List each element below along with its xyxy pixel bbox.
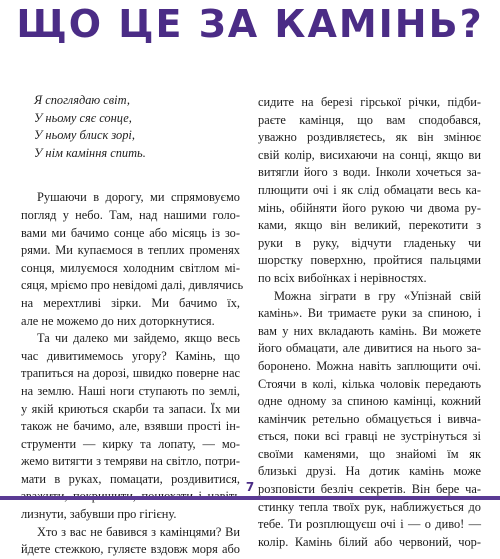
text-line: вам у них вкладають камінь. Ви можете <box>258 323 481 338</box>
text-line: рями. Ми купаємося в теплих променях <box>21 243 240 258</box>
text-line: боронено. Можна навіть заплющити очі. <box>258 358 481 373</box>
poem-line: У ньому блиск зорі, <box>34 128 135 143</box>
text-line: струменти — кирку та лопату, — мо- <box>21 436 240 451</box>
text-line: свій колір, висихаючи на сонці, якщо ви <box>258 147 481 162</box>
poem-line: Я споглядаю світ, <box>34 93 130 107</box>
text-line: своїми каменями, що знайомі їм як <box>258 446 481 461</box>
text-line: на мерехтливі зірки. Ми бачимо їх, <box>21 295 240 310</box>
page-number: 7 <box>245 480 255 494</box>
text-line: ється, поки всі гравці не зустрінуться зі <box>258 429 481 444</box>
text-line: його обмацати, але дивитися на нього за- <box>258 341 481 356</box>
text-line: витягли його з води. Інколи хочеться за- <box>258 165 481 180</box>
text-line: уважно роздивляєтесь, як він змінює <box>258 130 481 145</box>
text-line: сидите на березі гірської річки, підби- <box>258 95 481 109</box>
text-line: плющити очі і як слід обмацати весь ка- <box>258 182 481 197</box>
text-line: але не можемо до них доторкнутися. <box>21 313 215 328</box>
text-line: шорстку поверхню, пройтися пальцями <box>258 253 481 268</box>
text-line: вами ми бачимо сонце або місяць із зо- <box>21 225 240 240</box>
text-line: колір. Камінь білий або червоний, чор- <box>258 534 481 549</box>
text-line: по всіх вибоїнках і нерівностях. <box>258 270 427 285</box>
text-line: Можна зіграти в гру «Упізнай свій <box>274 288 481 303</box>
page-title: ЩО ЦЕ ЗА КАМІНЬ? <box>16 2 484 46</box>
left-body-text <box>21 189 244 558</box>
text-line: руки в руку, відчути гладеньку чи <box>258 235 481 250</box>
text-line: йдете стежкою, гуляєте вздовж моря або <box>21 542 240 557</box>
text-line: камінь». Ви тримаєте руки за спиною, і <box>258 306 481 321</box>
text-line: сяця, мріємо про невідомі далі, дивлячись <box>21 278 244 293</box>
text-line: Хто з вас не бавився з камінцями? Ви <box>37 524 240 539</box>
text-line: час дивитимемось угору? Камінь, що <box>21 348 240 363</box>
text-line: у якій криються скарби та запаси. Їх ми <box>21 401 240 416</box>
text-line: мати в руках, помацати, роздивитися, <box>21 471 240 486</box>
text-line: близькі друзі. На дотик камінь може <box>258 464 481 479</box>
epigraph-poem <box>34 92 240 162</box>
text-line: також не бачимо, але, взявши прості ін- <box>21 419 240 434</box>
text-line: камінчик ретельно обмацується і вивча- <box>258 411 481 426</box>
text-line: на землю. Наші ноги ступають по землі, <box>21 383 240 398</box>
text-line: розповісти безліч секретів. Він бере ча- <box>258 482 481 497</box>
text-line: Стоячи в колі, кілька чоловік передають <box>258 376 481 391</box>
text-line: одне одному за спиною камінці, кожний <box>258 394 481 409</box>
poem-line: У ньому сяє сонце, <box>34 110 132 125</box>
text-line: ками, якщо він великий, перекотити з <box>258 218 481 233</box>
text-line: Рушаючи в дорогу, ми спрямовуємо <box>37 190 240 205</box>
text-line: жемо витягти з темряви на світло, потри- <box>21 454 240 469</box>
text-line: трапиться на дорозі, швидко поверне нас <box>21 366 240 381</box>
text-line: тебе. Ти розплющуєш очі і — о диво! — <box>258 517 481 532</box>
bottom-border <box>0 496 500 500</box>
text-line: мінь, обійняти його рукою чи двома ру- <box>258 200 481 215</box>
text-line: погляд у небо. Там, над нашими голо- <box>21 207 240 222</box>
text-line: лизнути, забувши про гігієну. <box>21 507 177 522</box>
text-line: Та чи далеко ми зайдемо, якщо весь <box>37 331 240 346</box>
text-line: стинку тепла твоїх рук, наближується до <box>258 499 481 514</box>
poem-line: У нім каміння спить. <box>34 145 146 160</box>
text-line: раєте камінця, що вам сподобався, <box>258 112 481 127</box>
text-line: сонця, милуємося холодним світлом мі- <box>21 260 240 275</box>
